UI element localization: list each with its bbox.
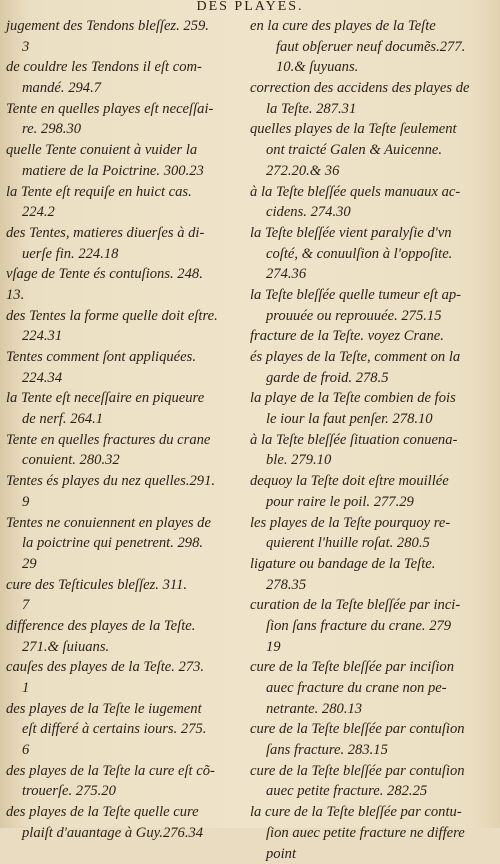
index-entry-line: netrante. 280.13 (250, 699, 494, 720)
index-entry-line: matiere de la Poictrine. 300.23 (6, 161, 238, 182)
index-entry-line: cure de la Teſte bleſſée par contuſion (250, 719, 494, 740)
index-entry-line: auec fracture du crane non pe- (250, 678, 494, 699)
index-entry-line: la Tente eſt neceſſaire en piqueure (6, 388, 238, 409)
index-entry-line: à la Teſte bleſſée quels manuaux ac- (250, 182, 494, 203)
index-entry-line: quelle Tente conuient à vuider la (6, 140, 238, 161)
index-entry-line: la Tente eſt requiſe en huict cas. (6, 182, 238, 203)
index-entry-line: 13. (6, 285, 238, 306)
index-entry-line: plaiſt d'auantage à Guy.276.34 (6, 823, 238, 844)
index-entry-line: la Teſte bleſſée quelle tumeur eſt ap- (250, 285, 494, 306)
index-entry-line: Tentes comment ſont appliquées. (6, 347, 238, 368)
index-entry-line: à la Teſte bleſſée ſituation conuena- (250, 430, 494, 451)
index-entry-line: és playes de la Teſte, comment on la (250, 347, 494, 368)
index-entry-line: Tentes és playes du nez quelles.291. (6, 471, 238, 492)
index-entry-line: curation de la Teſte bleſſée par inci- (250, 595, 494, 616)
index-entry-line: eſt differé à certains iours. 275. (6, 719, 238, 740)
index-entry-line: des Tentes, matieres diuerſes à di- (6, 223, 238, 244)
index-entry-line: 272.20.& 36 (250, 161, 494, 182)
index-entry-line: cure de la Teſte bleſſée par contuſion (250, 761, 494, 782)
running-header: DES PLAYES. (0, 0, 500, 14)
index-entry-line: ſion auec petite fracture ne differe (250, 823, 494, 844)
index-entry-line: re. 298.30 (6, 119, 238, 140)
index-entry-line: ligature ou bandage de la Teſte. (250, 554, 494, 575)
index-entry-line: quelles playes de la Teſte ſeulement (250, 119, 494, 140)
index-entry-line: 224.2 (6, 202, 238, 223)
index-column-right (250, 16, 494, 864)
index-entry-line: difference des playes de la Teſte. (6, 616, 238, 637)
index-entry-line: de nerf. 264.1 (6, 409, 238, 430)
index-entry-line: ont traicté Galen & Auicenne. (250, 140, 494, 161)
index-entry-line: ſans fracture. 283.15 (250, 740, 494, 761)
index-entry-line: 7 (6, 595, 238, 616)
index-entry-line: coſté, & conuulſion à l'oppoſite. (250, 244, 494, 265)
index-entry-line: uerſe fin. 224.18 (6, 244, 238, 265)
index-entry-line: les playes de la Teſte pourquoy re- (250, 513, 494, 534)
index-entry-line: des playes de la Teſte le iugement (6, 699, 238, 720)
index-entry-line: la cure de la Teſte bleſſée par contu- (250, 802, 494, 823)
index-entry-line: conuient. 280.32 (6, 450, 238, 471)
index-entry-line: prouuée ou reprouuée. 275.15 (250, 306, 494, 327)
index-column-left (6, 16, 238, 844)
index-entry-line: la Teſte bleſſée vient paralyſie d'vn (250, 223, 494, 244)
index-entry-line: des playes de la Teſte quelle cure (6, 802, 238, 823)
index-entry-line: 19 (250, 637, 494, 658)
index-entry-line: 271.& ſuiuans. (6, 637, 238, 658)
index-entry-line: dequoy la Teſte doit eſtre mouillée (250, 471, 494, 492)
index-entry-line: Tente en quelles fractures du crane (6, 430, 238, 451)
index-entry-line: 278.35 (250, 575, 494, 596)
index-entry-line: cauſes des playes de la Teſte. 273. (6, 657, 238, 678)
index-entry-line: 6 (6, 740, 238, 761)
index-entry-line: faut obſeruer neuf documẽs.277. (250, 37, 494, 58)
index-entry-line: des playes de la Teſte la cure eſt cõ- (6, 761, 238, 782)
index-entry-line: 1 (6, 678, 238, 699)
index-entry-line: de couldre les Tendons il eſt com- (6, 57, 238, 78)
index-entry-line: cure de la Teſte bleſſée par inciſion (250, 657, 494, 678)
index-entry-line: 224.31 (6, 326, 238, 347)
index-entry-line: 3 (6, 37, 238, 58)
index-entry-line: en la cure des playes de la Teſte (250, 16, 494, 37)
index-entry-line: ble. 279.10 (250, 450, 494, 471)
index-entry-line: garde de froid. 278.5 (250, 368, 494, 389)
index-entry-line: auec petite fracture. 282.25 (250, 781, 494, 802)
index-entry-line: mandé. 294.7 (6, 78, 238, 99)
index-entry-line: la poictrine qui penetrent. 298. (6, 533, 238, 554)
index-entry-line: 29 (6, 554, 238, 575)
index-entry-line: la Teſte. 287.31 (250, 99, 494, 120)
index-entry-line: trouerſe. 275.20 (6, 781, 238, 802)
index-entry-line: des Tentes la forme quelle doit eſtre. (6, 306, 238, 327)
index-entry-line: point (250, 844, 494, 864)
index-entry-line: cure des Teſticules bleſſez. 311. (6, 575, 238, 596)
index-entry-line: 274.36 (250, 264, 494, 285)
index-entry-line: la playe de la Teſte combien de fois (250, 388, 494, 409)
index-entry-line: cidens. 274.30 (250, 202, 494, 223)
index-entry-line: pour raire le poil. 277.29 (250, 492, 494, 513)
index-entry-line: le iour la faut penſer. 278.10 (250, 409, 494, 430)
index-entry-line: correction des accidens des playes de (250, 78, 494, 99)
index-entry-line: Tente en quelles playes eſt neceſſai- (6, 99, 238, 120)
index-entry-line: quierent l'huille roſat. 280.5 (250, 533, 494, 554)
index-entry-line: 10.& ſuyuans. (250, 57, 494, 78)
index-entry-line: 224.34 (6, 368, 238, 389)
index-entry-line: vſage de Tente és contuſions. 248. (6, 264, 238, 285)
index-entry-line: 9 (6, 492, 238, 513)
index-entry-line: Tentes ne conuiennent en playes de (6, 513, 238, 534)
index-entry-line: fracture de la Teſte. voyez Crane. (250, 326, 494, 347)
index-entry-line: ſion ſans fracture du crane. 279 (250, 616, 494, 637)
index-entry-line: jugement des Tendons bleſſez. 259. (6, 16, 238, 37)
